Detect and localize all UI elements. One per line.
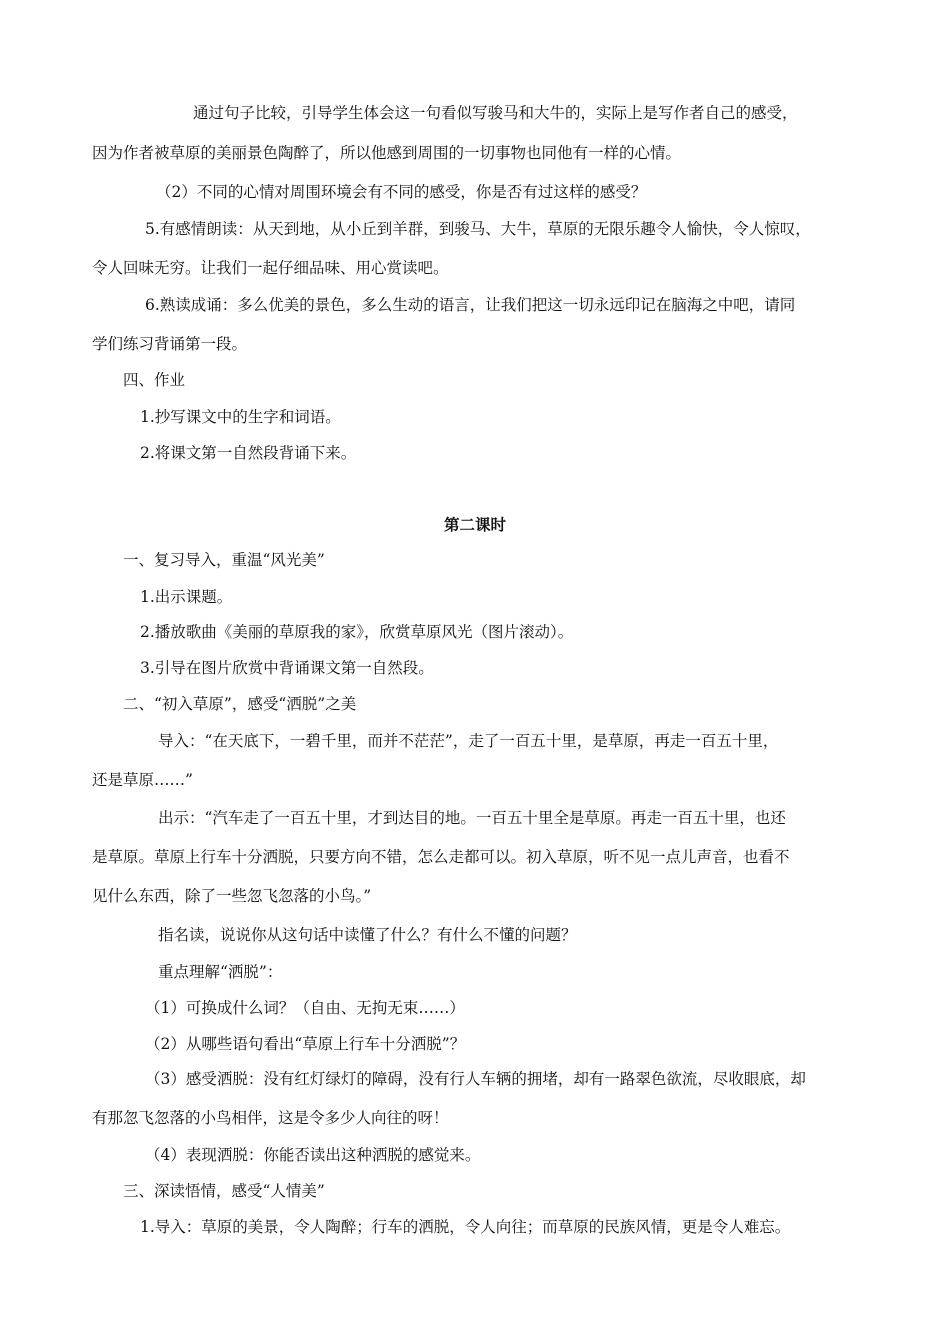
- list-item: 1.出示课题。: [140, 588, 233, 606]
- lesson-title: 第二课时: [443, 516, 506, 534]
- paragraph-line: 指名读，说说你从这句话中读懂了什么？有什么不懂的问题？: [158, 926, 577, 944]
- paragraph-line: （3）感受洒脱：没有红灯绿灯的障碍，没有行人车辆的拥堵，却有一路翠色欲流，尽收眼底，却: [145, 1070, 806, 1088]
- paragraph-line: 有那忽飞忽落的小鸟相伴，这是令多少人向往的呀！: [92, 1109, 449, 1127]
- paragraph-line: 通过句子比较，引导学生体会这一句看似写骏马和大牛的，实际上是写作者自己的感受，: [193, 104, 798, 122]
- list-item: 2.将课文第一自然段背诵下来。: [140, 444, 357, 462]
- paragraph-line: 1.导入：草原的美景，令人陶醉；行车的洒脱，令人向往；而草原的民族风情，更是令人难忘。: [140, 1218, 791, 1236]
- list-item: 3.引导在图片欣赏中背诵课文第一自然段。: [140, 659, 434, 677]
- section-heading: 二、“初入草原”，感受“洒脱”之美: [123, 695, 357, 713]
- paragraph-line: 见什么东西，除了一些忽飞忽落的小鸟。”: [92, 887, 372, 905]
- paragraph-line: （2）不同的心情对周围环境会有不同的感受，你是否有过这样的感受？: [156, 183, 647, 201]
- paragraph-line: 出示：“汽车走了一百五十里，才到达目的地。一百五十里全是草原。再走一百五十里，也还: [158, 809, 786, 827]
- section-heading: 三、深读悟情，感受“人情美”: [123, 1182, 325, 1200]
- list-item: 1.抄写课文中的生字和词语。: [140, 408, 341, 426]
- list-item: （2）从哪些语句看出“草原上行车十分洒脱”？: [145, 1035, 466, 1053]
- paragraph-line: 是草原。草原上行车十分洒脱，只要方向不错，怎么走都可以。初入草原，听不见一点儿声音，也看不: [92, 848, 790, 866]
- paragraph-line: 6.熟读成诵：多么优美的景色，多么生动的语言，让我们把这一切永远印记在脑海之中吧，请同: [145, 296, 796, 314]
- paragraph-line: 导入：“在天底下，一碧千里，而并不茫茫”，走了一百五十里，是草原，再走一百五十里，: [158, 732, 779, 750]
- list-item: （4）表现洒脱：你能否读出这种洒脱的感觉来。: [145, 1146, 481, 1164]
- section-heading: 四、作业: [123, 371, 186, 389]
- paragraph-line: 5.有感情朗读：从天到地，从小丘到羊群，到骏马、大牛，草原的无限乐趣令人愉快，令人惊叹，: [145, 220, 811, 238]
- list-item: （1）可换成什么词？（自由、无拘无束……）: [145, 999, 465, 1017]
- list-item: 2.播放歌曲《美丽的草原我的家》，欣赏草原风光（图片滚动）。: [140, 623, 574, 641]
- paragraph-line: 重点理解“洒脱”：: [158, 963, 283, 981]
- section-heading: 一、复习导入，重温“风光美”: [123, 551, 325, 569]
- paragraph-line: 还是草原……”: [92, 771, 193, 789]
- paragraph-line: 学们练习背诵第一段。: [92, 335, 248, 353]
- paragraph-line: 令人回味无穷。让我们一起仔细品味、用心赏读吧。: [92, 259, 449, 277]
- paragraph-line: 因为作者被草原的美丽景色陶醉了，所以他感到周围的一切事物也同他有一样的心情。: [92, 144, 682, 162]
